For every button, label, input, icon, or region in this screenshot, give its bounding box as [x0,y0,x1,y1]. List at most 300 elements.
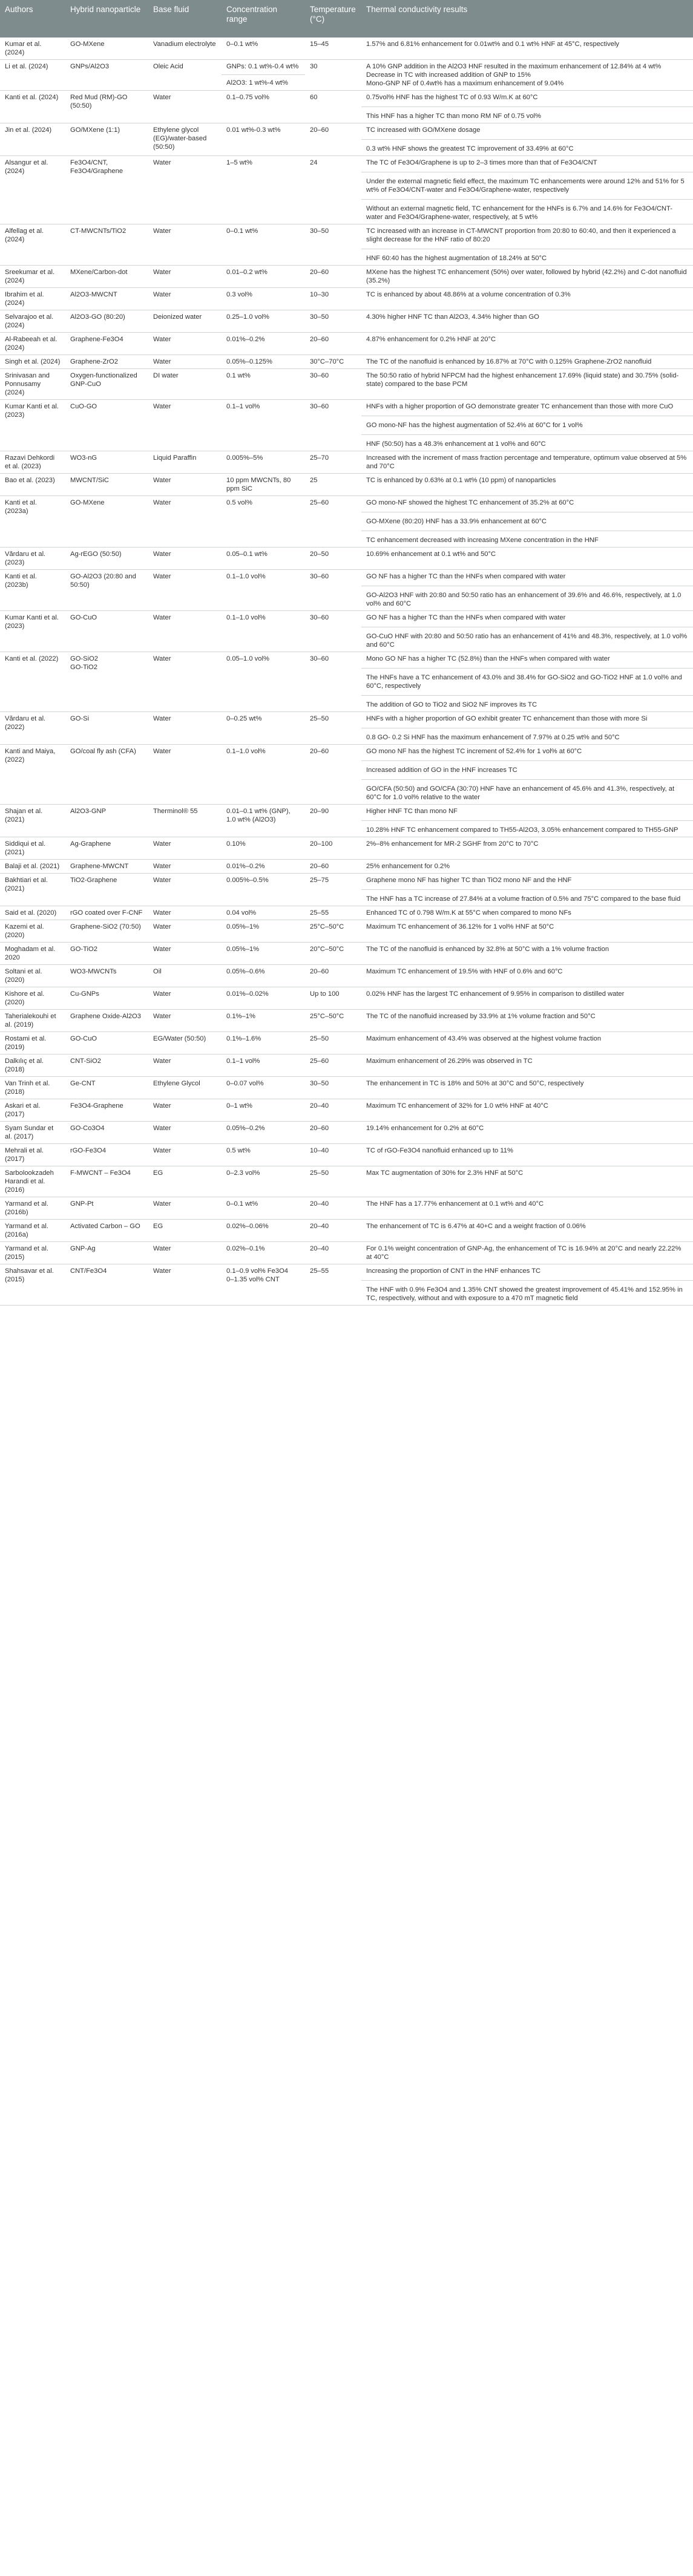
result-block [361,668,693,690]
cell-temperature: 25–55 [310,909,329,917]
cell-line: 0.8 GO- 0.2 Si HNF has the maximum enhancement of 7.97% at 0.25 wt% and 50°C [366,734,620,741]
cell-temperature: 30°C–70°C [310,358,344,365]
table-row [0,860,693,874]
cell-line: 0.01%–0.02% [226,990,269,998]
cell-line: Graphene Oxide-Al2O3 [70,1013,141,1020]
cell-authors: Yarmand et al. (2016b) [5,1200,48,1216]
result-block [366,40,688,48]
cell-authors: Yarmand et al. (2015) [5,1245,48,1261]
cell-base-fluid: Water [153,1058,171,1065]
cell-temperature: 25 [310,477,318,484]
cell-line: WO3-nG [70,454,97,462]
table-row [0,1242,693,1264]
cell-line: GO/MXene (1:1) [70,126,120,134]
cell-results [361,1099,693,1121]
concentration-block [226,990,300,998]
result-block [366,1244,688,1261]
cell-concentration [222,1144,305,1166]
result-block [366,967,688,976]
cell-base-fluid: Therminol® 55 [153,808,198,815]
concentration-block [226,1244,300,1253]
cell-concentration [222,920,305,942]
cell-line: HNFs with a higher proportion of GO exhibit greater TC enhancement than those with more Si [366,715,648,722]
cell-concentration [222,965,305,987]
cell-line: rGO-Fe3O4 [70,1147,107,1154]
concentration-block [226,454,300,462]
cell-line: GO mono-NF showed the highest TC enhancement of 35.2% at 60°C [366,499,574,506]
cell-base-fluid: Water [153,499,171,506]
cell-results [361,1077,693,1099]
cell-line: TC is enhanced by about 48.86% at a volume concentration of 0.3% [366,291,571,298]
cell-line: 0.05%–1% [226,946,260,953]
cell-base-fluid: Water [153,655,171,662]
result-block [361,139,693,153]
cell-line: Maximum TC enhancement of 36.12% for 1 vol% HNF at 50°C [366,923,554,930]
result-block [361,586,693,608]
cell-line: 0.04 vol% [226,909,257,917]
concentration-block [226,371,300,380]
cell-authors: Bakhtiari et al. (2021) [5,877,48,892]
cell-line: GO-Co3O4 [70,1125,105,1132]
cell-line: MXene has the highest TC enhancement (50%) over water, followed by hybrid (42.2%) and C-dot nanofluid (35.2%) [366,269,687,284]
cell-results [361,570,693,610]
table-row [0,266,693,288]
cell-base-fluid: Water [153,1200,171,1208]
cell-base-fluid: EG [153,1223,163,1230]
cell-results [361,920,693,942]
cell-concentration [222,1220,305,1241]
table-row [0,310,693,333]
cell-line: TC enhancement decreased with increasing MXene concentration in the HNF [366,537,599,544]
concentration-block [226,655,300,663]
cell-results [361,288,693,310]
cell-results [361,224,693,265]
table-row [0,474,693,496]
cell-hybrid-nanoparticle [65,1220,148,1241]
cell-line: 0.75vol% HNF has the highest TC of 0.93 W/m.K at 60°C [366,94,538,101]
cell-authors: Li et al. (2024) [5,63,48,70]
cell-line: 0.1–1.0 vol% [226,614,266,621]
concentration-block [226,290,300,299]
cell-line: Maximum TC enhancement of 19.5% with HNF of 0.6% and 60°C [366,968,563,975]
result-block [366,655,688,663]
cell-temperature: 25°C–50°C [310,923,344,930]
cell-line: 0–0.25 wt% [226,715,262,722]
result-block [366,1035,688,1043]
cell-line: 0.02% HNF has the largest TC enhancement of 9.95% in comparison to distilled water [366,990,625,998]
cell-temperature: 20°C–50°C [310,946,344,953]
concentration-block [226,550,300,558]
concentration-block [226,40,300,48]
cell-results [361,1264,693,1305]
cell-base-fluid: Oil [153,968,162,975]
cell-hybrid-nanoparticle [65,333,148,355]
cell-base-fluid: EG [153,1169,163,1177]
concentration-block [226,1267,300,1284]
cell-line: 0.05–0.1 wt% [226,551,268,558]
cell-line: Activated Carbon – GO [70,1223,140,1230]
result-block [366,454,688,471]
cell-line: The enhancement in TC is 18% and 50% at 30°C and 50°C, respectively [366,1080,584,1087]
cell-line: The HNFs have a TC enhancement of 43.0% and 38.4% for GO-SiO2 and GO-TiO2 HNF at 1.0 vol% and 60°C, respectively [366,674,682,690]
cell-results [361,1122,693,1143]
result-block [361,416,693,430]
result-block [366,371,688,388]
concentration-block [226,613,300,622]
cell-line: GO-MXene (80:20) HNF has a 33.9% enhancement at 60°C [366,518,547,525]
cell-temperature: 30–50 [310,313,329,321]
cell-concentration [222,288,305,310]
concentration-block [226,1079,300,1088]
cell-hybrid-nanoparticle [65,496,148,547]
cell-line: GO NF has a higher TC than the HNFs when compared with water [366,573,566,580]
result-block [366,862,688,871]
cell-line: F-MWCNT – Fe3O4 [70,1169,131,1177]
cell-line: 0.01%–0.2% [226,336,265,343]
table-row [0,1010,693,1032]
cell-line: GO-Al2O3 HNF with 20:80 and 50:50 ratio has an enhancement of 39.6% and 46.6%, respectively, at 1.0 vol% and 60°C [366,592,682,607]
cell-results [361,611,693,652]
cell-authors: Selvarajoo et al. (2024) [5,313,54,329]
cell-concentration [222,943,305,964]
cell-concentration [222,400,305,451]
cell-temperature: 20–60 [310,748,329,755]
cell-results [361,474,693,495]
cell-results [361,1010,693,1031]
cell-line: 0.05%–0.6% [226,968,265,975]
cell-concentration [222,987,305,1009]
table-row [0,965,693,987]
result-block [366,313,688,321]
cell-authors: Balaji et al. (2021) [5,863,60,870]
cell-line: TC increased with GO/MXene dosage [366,126,481,134]
table-row [0,496,693,548]
cell-temperature: 10–30 [310,291,329,298]
concentration-block [226,358,300,366]
result-block [366,476,688,485]
cell-line: GO mono-NF has the highest augmentation of 52.4% at 60°C for 1 vol% [366,422,583,429]
cell-line: Graphene-SiO2 (70:50) [70,923,141,930]
result-block [366,714,688,723]
cell-authors: Sarbolookzadeh Harandi et al. (2016) [5,1169,54,1194]
concentration-block [226,807,300,824]
cell-concentration [222,310,305,332]
cell-line: Under the external magnetic field effect, the maximum TC enhancements were around 12% and 51% for 5 wt% of Fe3O4/CNT-water and Fe3O4/Graphene-water, respectively [366,178,685,194]
cell-base-fluid: Water [153,946,171,953]
cell-temperature: 25–50 [310,715,329,722]
cell-line: 0.1–0.9 vol% Fe3O4 [226,1267,288,1275]
cell-line: TC increased with an increase in CT-MWCNT proportion from 20:80 to 60:40, and then it experienced a slight decrease for the HNF ratio of 80:20 [366,227,676,243]
cell-line: 0.25–1.0 vol% [226,313,269,321]
cell-line: The addition of GO to TiO2 and SiO2 NF improves its TC [366,701,537,708]
cell-base-fluid: Water [153,877,171,884]
cell-line: GNP-Ag [70,1245,96,1252]
cell-line: WO3-MWCNTs [70,968,117,975]
concentration-block [226,945,300,953]
result-block [361,779,693,802]
cell-line: GNPs: 0.1 wt%-0.4 wt% [226,63,299,70]
cell-line: 0.01%–0.2% [226,863,265,870]
table-row [0,837,693,860]
result-block [361,172,693,194]
cell-line: Mono-GNP NF of 0.4wt% has a maximum enhancement of 9.04% [366,80,564,87]
cell-concentration [222,874,305,906]
cell-line: 0.1–0.75 vol% [226,94,269,101]
cell-concentration [222,805,305,837]
concentration-block [226,862,300,871]
cell-temperature: 25–70 [310,454,329,462]
cell-concentration [222,1010,305,1031]
cell-concentration [222,712,305,744]
cell-base-fluid: Deionized water [153,313,202,321]
cell-line: CuO-GO [70,403,97,410]
cell-line: TC of rGO-Fe3O4 nanofluid enhanced up to 11% [366,1147,513,1154]
cell-results [361,496,693,547]
result-block [366,1169,688,1177]
cell-concentration [222,652,305,711]
cell-authors: Singh et al. (2024) [5,358,61,365]
cell-hybrid-nanoparticle [65,1099,148,1121]
cell-line: GNPs/Al2O3 [70,63,110,70]
cell-results [361,1054,693,1076]
table-row [0,805,693,837]
cell-results [361,745,693,804]
concentration-block [226,313,300,321]
cell-concentration [222,224,305,265]
result-block [366,227,688,244]
cell-results [361,1144,693,1166]
cell-line: Ge-CNT [70,1080,96,1087]
cell-line: 2%–8% enhancement for MR-2 SGHF from 20°C to 70°C [366,840,539,848]
result-block [366,1146,688,1155]
cell-line: Maximum enhancement of 43.4% was observed at the highest volume fraction [366,1035,602,1042]
cell-temperature: 30–60 [310,573,329,580]
cell-line: 0.1–1.0 vol% [226,748,266,755]
cell-line: CNT-SiO2 [70,1058,101,1065]
cell-hybrid-nanoparticle [65,1077,148,1099]
cell-hybrid-nanoparticle [65,474,148,495]
result-block [361,199,693,221]
cell-line: The TC of the nanofluid is enhanced by 16.87% at 70°C with 0.125% Graphene-ZrO2 nanofluid [366,358,652,365]
cell-temperature: 30 [310,63,318,70]
table-row [0,570,693,611]
table-row [0,1054,693,1077]
result-block [366,93,688,102]
cell-authors: Taherialekouhi et al. (2019) [5,1013,56,1028]
cell-hybrid-nanoparticle [65,920,148,942]
cell-concentration [222,1264,305,1305]
concentration-block [226,227,300,235]
cell-line: The TC of Fe3O4/Graphene is up to 2–3 times more than that of Fe3O4/CNT [366,159,597,166]
result-block [366,402,688,411]
table-row [0,333,693,355]
cell-base-fluid: Water [153,573,171,580]
cell-results [361,987,693,1009]
cell-base-fluid: Water [153,269,171,276]
cell-temperature: 30–60 [310,655,329,662]
cell-authors: Kanti et al. (2023a) [5,499,37,515]
cell-temperature: 20–60 [310,1125,329,1132]
cell-authors: Rostami et al. (2019) [5,1035,47,1051]
cell-temperature: 20–40 [310,1102,329,1110]
cell-temperature: 25–60 [310,499,329,506]
cell-line: 0.02%–0.1% [226,1245,265,1252]
cell-hybrid-nanoparticle [65,745,148,804]
cell-base-fluid: Water [153,403,171,410]
cell-results [361,943,693,964]
cell-base-fluid: Water [153,923,171,930]
table-row [0,712,693,745]
cell-line: GO-MXene [70,499,105,506]
cell-line: 25% enhancement for 0.2% [366,863,450,870]
result-block [366,990,688,998]
result-block [366,159,688,167]
table-row [0,355,693,369]
cell-authors: Kazemi et al. (2020) [5,923,44,939]
cell-temperature: 30–50 [310,1080,329,1087]
cell-hybrid-nanoparticle [65,1032,148,1054]
cell-temperature: 30–60 [310,403,329,410]
cell-line: 0–1 wt% [226,1102,252,1110]
cell-line: 0.05%–0.2% [226,1125,265,1132]
cell-line: 0.02%–0.06% [226,1223,269,1230]
cell-hybrid-nanoparticle [65,874,148,906]
cell-authors: Soltani et al. (2020) [5,968,42,984]
cell-temperature: 20–100 [310,840,333,848]
concentration-block [226,1012,300,1021]
cell-line: Oxygen-functionalized GNP-CuO [70,372,137,388]
cell-base-fluid: Water [153,715,171,722]
cell-results [361,860,693,873]
cell-line: 0.05%–0.125% [226,358,272,365]
cell-results [361,310,693,332]
table-body [0,38,693,1306]
cell-hybrid-nanoparticle [65,266,148,287]
header-authors: Authors [5,5,33,14]
cell-concentration [222,91,305,123]
cell-temperature: 30–60 [310,372,329,379]
result-block [366,499,688,507]
cell-base-fluid: Water [153,358,171,365]
result-block [361,512,693,526]
table-row [0,1032,693,1054]
cell-authors: Yarmand et al. (2016a) [5,1223,48,1238]
cell-line: 0–2.3 vol% [226,1169,260,1177]
cell-results [361,91,693,123]
cell-concentration [222,1032,305,1054]
cell-line: Al2O3-GNP [70,808,107,815]
concentration-block [226,499,300,507]
cell-temperature: 20–60 [310,269,329,276]
cell-concentration [222,1242,305,1264]
cell-base-fluid: Water [153,748,171,755]
cell-authors: Dalkılıç et al. (2018) [5,1058,44,1073]
cell-line: GO mono NF has the highest TC increment of 52.4% for 1 vol% at 60°C [366,748,582,755]
cell-line: MWCNT/SiC [70,477,110,484]
cell-temperature: 20–50 [310,551,329,558]
cell-authors: Mehrali et al. (2017) [5,1147,44,1163]
cell-concentration [222,496,305,547]
table-row [0,1197,693,1220]
cell-hybrid-nanoparticle [65,1054,148,1076]
cell-concentration [222,570,305,610]
result-block [366,550,688,558]
cell-authors: Ibrahim et al. (2024) [5,291,44,307]
result-block [361,434,693,448]
cell-line: 0–1.35 vol% CNT [226,1276,280,1283]
concentration-block [226,714,300,723]
result-block [361,106,693,120]
cell-concentration [222,1197,305,1219]
cell-authors: Srinivasan and Ponnusamy (2024) [5,372,50,396]
result-block [361,889,693,903]
cell-line: A 10% GNP addition in the Al2O3 HNF resulted in the maximum enhancement of 12.84% at 4 wt% [366,63,662,70]
header-base-fluid: Base fluid [153,5,189,14]
cell-base-fluid: Water [153,990,171,998]
cell-concentration [222,355,305,368]
cell-results [361,965,693,987]
result-block [366,290,688,299]
table-row [0,60,693,91]
result-block [366,1267,688,1275]
cell-line: 10 ppm MWCNTs, 80 ppm SiC [226,477,291,492]
cell-base-fluid: Water [153,336,171,343]
cell-line: Al2O3-GO (80:20) [70,313,125,321]
cell-hybrid-nanoparticle [65,570,148,610]
cell-line: The TC of the nanofluid is enhanced by 32.8% at 50°C with a 1% volume fraction [366,946,609,953]
cell-concentration [222,451,305,473]
result-block [366,358,688,366]
table-header [0,0,693,38]
cell-line: 0.3 wt% HNF shows the greatest TC improvement of 33.49% at 60°C [366,145,574,152]
cell-authors: Sreekumar et al. (2024) [5,269,55,284]
result-block [366,1102,688,1110]
result-block [361,820,693,834]
cell-hybrid-nanoparticle [65,1197,148,1219]
cell-hybrid-nanoparticle [65,123,148,155]
cell-line: The enhancement of TC is 6.47% at 40+C and a weight fraction of 0.06% [366,1223,586,1230]
header-hybrid-nanoparticle: Hybrid nanoparticle [70,5,141,14]
cell-authors: Shahsavar et al. (2015) [5,1267,54,1283]
cell-authors: Kanti et al. (2023b) [5,573,37,589]
cell-line: 1.57% and 6.81% enhancement for 0.01wt% and 0.1 wt% HNF at 45°C, respectively [366,41,620,48]
cell-hybrid-nanoparticle [65,987,148,1009]
result-block [361,1280,693,1303]
cell-authors: Vărdaru et al. (2022) [5,715,46,731]
cell-line: Fe3O4-Graphene [70,1102,123,1110]
cell-line: 19.14% enhancement for 0.2% at 60°C [366,1125,484,1132]
cell-base-fluid: Vanadium electrolyte [153,41,216,48]
cell-concentration [222,611,305,652]
cell-temperature: 25–50 [310,1169,329,1177]
header-results: Thermal conductivity results [366,5,468,14]
cell-authors: Alsangur et al. (2024) [5,159,48,175]
result-block [366,1079,688,1088]
concentration-block [226,335,300,344]
cell-authors: Askari et al. (2017) [5,1102,41,1118]
cell-temperature: 24 [310,159,318,166]
cell-results [361,1166,693,1197]
result-block [366,62,688,88]
concentration-block [226,476,300,493]
cell-results [361,266,693,287]
cell-line: 0.005%–5% [226,454,263,462]
table-row [0,156,693,224]
cell-base-fluid: Water [153,159,171,166]
result-block [361,695,693,709]
cell-base-fluid: Water [153,1245,171,1252]
cell-temperature: 20–40 [310,1245,329,1252]
